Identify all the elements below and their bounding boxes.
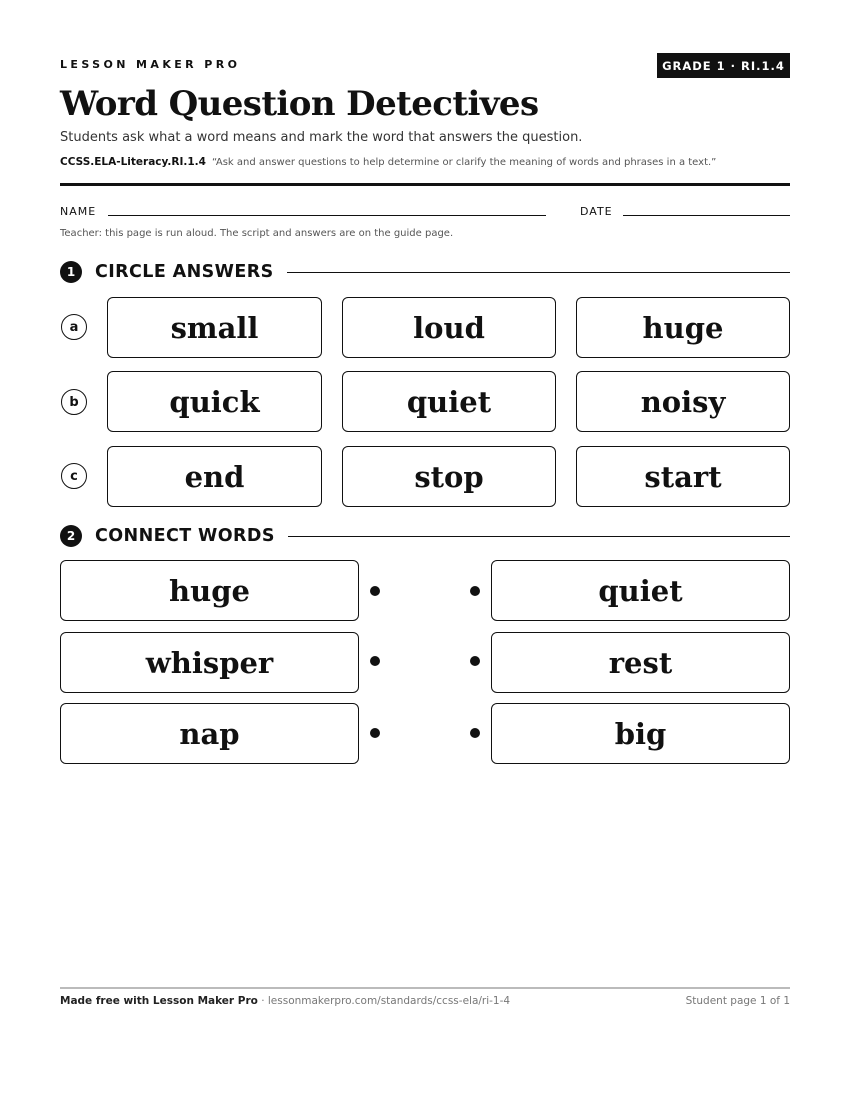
- row-label-b: b: [61, 389, 87, 415]
- answer-card[interactable]: start: [576, 446, 790, 507]
- connect-dot-left[interactable]: [370, 586, 380, 596]
- section-rule: [287, 272, 790, 273]
- answer-card[interactable]: huge: [576, 297, 790, 358]
- brand-name: LESSON MAKER PRO: [60, 58, 241, 71]
- answer-card[interactable]: end: [107, 446, 322, 507]
- connect-dot-right[interactable]: [470, 728, 480, 738]
- footer-made-with: Made free with Lesson Maker Pro: [60, 995, 258, 1007]
- section-rule: [288, 536, 790, 537]
- answer-card[interactable]: small: [107, 297, 322, 358]
- date-label: DATE: [580, 205, 613, 218]
- connect-dot-left[interactable]: [370, 728, 380, 738]
- date-field[interactable]: [623, 215, 790, 216]
- connect-dot-right[interactable]: [470, 656, 480, 666]
- answer-card[interactable]: quick: [107, 371, 322, 432]
- header-divider: [60, 183, 790, 186]
- match-card-left[interactable]: whisper: [60, 632, 359, 693]
- answer-card[interactable]: loud: [342, 297, 556, 358]
- grade-badge: GRADE 1 · RI.1.4: [657, 53, 790, 78]
- match-card-right[interactable]: rest: [491, 632, 790, 693]
- match-card-right[interactable]: big: [491, 703, 790, 764]
- row-label-a: a: [61, 314, 87, 340]
- section-connect-words-header: [60, 524, 790, 548]
- name-label: NAME: [60, 205, 97, 218]
- standard-code: CCSS.ELA-Literacy.RI.1.4: [60, 156, 206, 168]
- match-card-right[interactable]: quiet: [491, 560, 790, 621]
- page-title: Word Question Detectives: [60, 84, 539, 124]
- answer-card[interactable]: quiet: [342, 371, 556, 432]
- section-title: CIRCLE ANSWERS: [95, 262, 274, 282]
- answer-card[interactable]: stop: [342, 446, 556, 507]
- standard-text: “Ask and answer questions to help determine or clarify the meaning of words and phrases in a text.”: [211, 157, 717, 168]
- page-subtitle: Students ask what a word means and mark the word that answers the question.: [60, 130, 583, 145]
- section-number-badge: 2: [60, 525, 82, 547]
- name-field[interactable]: [108, 215, 546, 216]
- match-card-left[interactable]: nap: [60, 703, 359, 764]
- connect-dot-left[interactable]: [370, 656, 380, 666]
- answer-card[interactable]: noisy: [576, 371, 790, 432]
- row-label-c: c: [61, 463, 87, 489]
- standard-line: [60, 156, 716, 168]
- section-number-badge: 1: [60, 261, 82, 283]
- section-title: CONNECT WORDS: [95, 526, 275, 546]
- footer-credit: [60, 995, 510, 1007]
- footer-divider: [60, 987, 790, 989]
- connect-dot-right[interactable]: [470, 586, 480, 596]
- footer-url[interactable]: · lessonmakerpro.com/standards/ccss-ela/ri-1-4: [257, 995, 511, 1007]
- footer-page-number: Student page 1 of 1: [685, 995, 790, 1007]
- section-circle-answers-header: [60, 260, 790, 284]
- teacher-note: Teacher: this page is run aloud. The script and answers are on the guide page.: [60, 228, 454, 239]
- match-card-left[interactable]: huge: [60, 560, 359, 621]
